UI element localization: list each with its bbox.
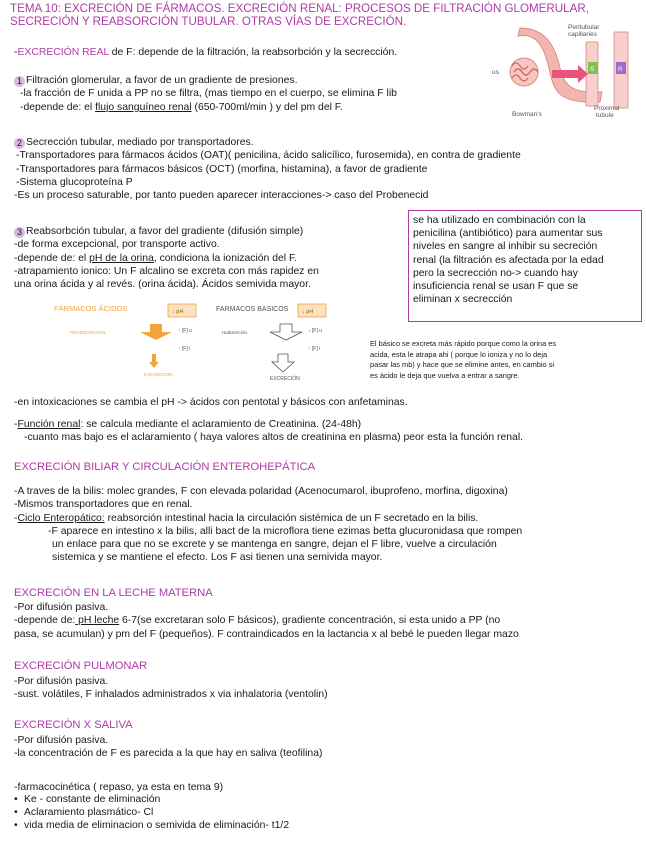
filtration-line-2: -la fracción de F unida a PP no se filtra, (mas tiempo en el cuerpo, se elimina F lib: [20, 88, 397, 100]
title-line-2: SECRECIÓN Y REABSORCIÓN TUBULAR. OTRAS VÍAS DE EXCRECIÓN.: [10, 15, 407, 29]
saliva-line-1: -Por difusión pasiva.: [14, 735, 109, 746]
reabsorption-line-3-pre: -depende de: el: [14, 252, 90, 264]
renal-function-line-2: -cuanto mas bajo es el aclaramiento ( haya valores altos de creatinina en plasma) peor esta la función renal.: [24, 432, 524, 444]
acid-excretion-arrow: [149, 354, 159, 368]
title-line-1: TEMA 10: EXCRECIÓN DE FÁRMACOS. EXCRECIÓN RENAL: PROCESOS DE FILTRACIÓN GLOMERULAR,: [10, 2, 589, 15]
pk-bullet: •: [14, 794, 18, 806]
acid-reabsorption-label: REABSORCIÓN: [70, 331, 106, 336]
reabsorption-line-4: -atrapamiento ionico: Un F alcalino se excreta con más rapidez en: [14, 265, 319, 277]
reabsorption-line-2: -de forma excepcional, por transporte activo.: [14, 239, 220, 251]
pk-item-text: Aclaramiento plasmático- Cl: [24, 807, 154, 819]
ph-note-line-4: es ácido le deja que vuelva a entrar a sangre.: [370, 370, 520, 380]
renal-function-line-1: [14, 418, 523, 431]
pk-item: [14, 794, 289, 807]
acid-drugs-title: FÁRMACOS ÁCIDOS: [54, 304, 128, 313]
ph-note-line-1: El básico se excreta más rápido porque como la orina es: [370, 339, 557, 348]
label-proximal: Proximal: [594, 105, 620, 112]
milk-line-1: -Por difusión pasiva.: [14, 602, 109, 613]
reabsorption-number: 3: [14, 227, 25, 238]
secretion-line-5: -Es un proceso saturable, por tanto pueden aparecer interacciones-> caso del Probenecid: [14, 190, 429, 202]
secretion-line-4: -Sistema glucoproteína P: [16, 176, 133, 188]
pk-bullet: •: [14, 807, 18, 819]
base-fu-label: ↓ [F] u: [308, 328, 322, 334]
probenecid-note-box: [408, 210, 642, 322]
milk-heading: EXCRECIÓN EN LA LECHE MATERNA: [14, 587, 213, 599]
pk-bullet: •: [14, 819, 18, 831]
kidney-nephron-figure: [490, 22, 640, 122]
renal-function-term: Función renal: [17, 419, 81, 430]
saliva-section: [14, 734, 322, 761]
milk-line-2-post: 6-7(se excretaran solo F básicos), gradiente concentración, si esta unido a PP (no: [119, 615, 501, 627]
intoxication-note: -en intoxicaciones se cambia el pH -> ácidos con pentotal y básicos con anfetaminas.: [14, 397, 408, 408]
reabsorption-line-3: [14, 252, 319, 265]
biliary-line-5: un enlace para que no se excrete y se mantenga en sangre, dejan el F libre, vuelve a circulación: [52, 539, 497, 551]
biliary-line-4: -F aparece en intestino x la bilis, alli bact de la microflora tiene ezimas betta glucuronidasa que rompen: [48, 525, 523, 537]
renal-intro-term: EXCRECIÓN REAL: [17, 47, 109, 58]
base-ph-label: ↓ pH: [302, 309, 314, 315]
base-reabsorption-arrow: [270, 324, 302, 340]
reabsorption-heading: [14, 225, 319, 238]
pk-item: [14, 820, 289, 833]
probenecid-line: eliminan x secrección: [413, 294, 513, 306]
base-excretion-arrow: [272, 354, 294, 372]
milk-line-3: pasa, se acumulan) y pm del F (pequeños). F contraindicados en la lactancia x al bebé le pueden llegar mazo: [14, 628, 519, 640]
label-capillaries: capillaries: [568, 31, 597, 38]
saliva-line-2: -la concentración de F es parecida a la que hay en saliva (teofilina): [14, 748, 323, 760]
filtration-heading: [14, 74, 397, 87]
reabsorption-line-3-post: , condiciona la ionización del F.: [153, 252, 298, 264]
ph-note-line-3: pasar las mb) y hace que se elimine antes, en cambio si: [370, 360, 555, 370]
enteropatic-cycle-term: Ciclo Enteropático:: [17, 512, 105, 524]
ph-note-line-2: acida, esta le atrapa ahi ( porque lo ioniza y no lo deja: [370, 349, 548, 359]
base-excretion-label: EXCRECIÓN: [270, 376, 300, 382]
pulmonary-section: [14, 675, 328, 702]
urine-ph-figure: [40, 300, 360, 382]
label-bowman: Bowman's: [512, 111, 542, 118]
reabsorption-urine-ph: pH de la orina: [89, 252, 154, 264]
biliary-line-3-text: reabsorción intestinal hacia la circulación sistémica de un F secretado en la bilis.: [104, 512, 479, 524]
filtration-line-1: Filtración glomerular, a favor de un gradiente de presiones.: [26, 75, 298, 86]
base-fi-label: ↑ [F] i: [308, 346, 321, 352]
pk-item-text: Ke - constante de eliminación: [24, 794, 161, 806]
probenecid-line: niveles en sangre al inhibir su secreción: [413, 241, 598, 253]
renal-function-text: : se calcula mediante el aclaramiento de Creatinina. (24-48h): [80, 419, 362, 430]
base-drugs-title: FARMACOS BASICOS: [216, 306, 289, 313]
filtration-line-3-pre: -depende de: el: [20, 101, 96, 113]
milk-section: [14, 601, 519, 641]
acid-excretion-label: EXCRECIÓN: [144, 373, 173, 378]
filtration-blood-flow: flujo sanguíneo renal: [95, 101, 192, 113]
reabsorption-line-5: una orina ácida y al revés. (orina ácida). Ácidos semivida mayor.: [14, 279, 311, 291]
renal-function-section: [14, 418, 523, 445]
secretion-section: [14, 136, 521, 202]
pulmonary-line-1: -Por difusión pasiva.: [14, 676, 109, 687]
secretion-line-1: Secrección tubular, mediado por transportadores.: [26, 137, 254, 148]
pulmonary-line-2: -sust. volátiles, F inhalados administrados x via inhalatoria (ventolin): [14, 689, 328, 701]
biliary-line-2: -Mismos transportadores que en renal.: [14, 499, 193, 511]
label-peritubular: Peritubular: [568, 24, 600, 31]
biliary-line-3: [14, 512, 522, 525]
filtration-line-3-post: (650-700ml/min ) y del pm del F.: [191, 101, 343, 113]
ph-note: [370, 339, 556, 381]
acid-reabsorption-arrow: [140, 324, 172, 340]
biliary-section: [14, 485, 522, 565]
secretion-line-2: -Transportadores para fármacos ácidos (OAT)( penicilina, ácido salicílico, furosemida), en contra de gradiente: [16, 150, 521, 162]
base-reabsorption-label: reabsorción: [222, 331, 248, 336]
filtration-section: [14, 74, 397, 114]
secretion-line-3: -Transportadores para fármacos básicos (OCT) (morfina, histamina), a favor de gradiente: [16, 163, 428, 175]
probenecid-line: pero la secrección no-> cuando hay: [413, 267, 578, 279]
milk-line-2: [14, 614, 519, 627]
pk-item: [14, 807, 289, 820]
filtration-number: 1: [14, 76, 25, 87]
reabsorption-line-1: Reabsorbción tubular, a favor del gradiente (difusión simple): [26, 226, 304, 237]
pk-section: [14, 781, 289, 833]
label-r: R: [618, 67, 623, 73]
pulmonary-heading: EXCRECIÓN PULMONAR: [14, 660, 148, 672]
reabsorption-section: [14, 225, 319, 291]
pk-intro: -farmacocinética ( repaso, ya esta en tema 9): [14, 782, 224, 793]
acid-fi-label: ↑ [F] i: [178, 346, 191, 352]
biliary-line-3-dash: -: [14, 512, 18, 524]
biliary-heading: EXCRECIÓN BILIAR Y CIRCULACIÓN ENTEROHEPÁTICA: [14, 461, 316, 473]
renal-function-dash: -: [14, 419, 18, 430]
milk-ph-term: pH leche: [75, 615, 120, 627]
secretion-heading: [14, 136, 521, 149]
label-s: S: [590, 67, 595, 73]
probenecid-line: insuficiencia renal se usan F que se: [413, 281, 579, 293]
label-tubule: tubule: [596, 112, 614, 119]
acid-ph-label: ↓ pH: [172, 309, 184, 315]
biliary-line-6: sistemica y se mantiene el efecto. Los F asi tienen una semivida mayor.: [52, 552, 383, 564]
secretion-number: 2: [14, 138, 25, 149]
saliva-heading: EXCRECIÓN X SALIVA: [14, 719, 133, 731]
pk-item-text: vida media de eliminacion o semivida de eliminación- t1/2: [24, 819, 290, 831]
probenecid-line: penicilina (antibiótico) para aumentar sus: [413, 228, 603, 240]
acid-fu-label: ↑ [F] u: [178, 328, 192, 334]
probenecid-line: renal (la filtración es afectada por la edad: [413, 254, 604, 266]
biliary-line-1: -A traves de la bilis: molec grandes, F con elevada polaridad (Acenocumarol, ibuprofeno, morfina, digoxina): [14, 486, 508, 497]
probenecid-line: se ha utilizado en combinación con la: [413, 215, 586, 226]
label-us: us: [492, 69, 499, 76]
renal-intro-text: de F: depende de la filtración, la reabsorbción y la secrección.: [108, 47, 398, 58]
renal-intro: [14, 46, 397, 59]
milk-line-2-pre: -depende de:: [14, 615, 76, 627]
filtration-line-3: [14, 101, 397, 114]
renal-intro-dash: -: [14, 47, 18, 58]
